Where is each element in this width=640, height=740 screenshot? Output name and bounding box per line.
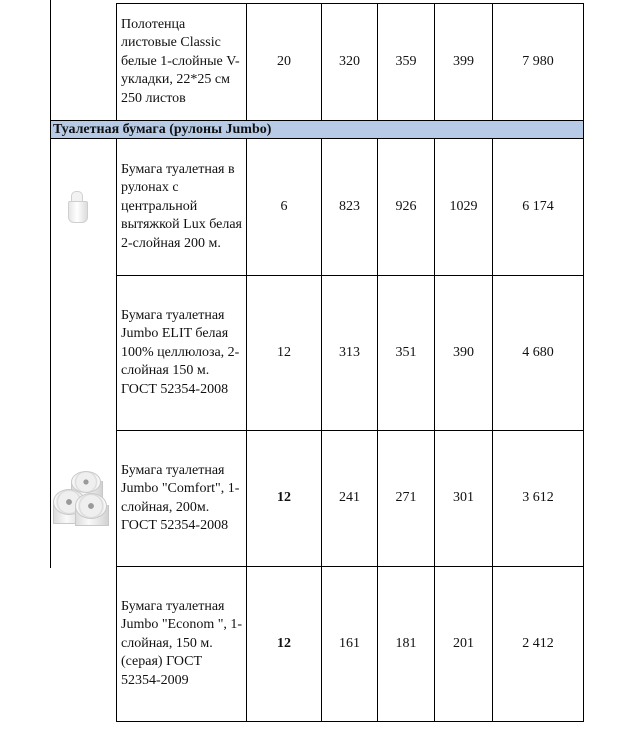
pack-quantity: 12 [247, 276, 322, 431]
paper-roll-icon [66, 191, 88, 223]
price-2: 271 [378, 431, 435, 567]
total-price: 4 680 [493, 276, 584, 431]
total-price: 7 980 [493, 4, 584, 121]
jumbo-rolls-icon [53, 471, 107, 527]
price-1: 161 [322, 567, 378, 722]
price-2: 181 [378, 567, 435, 722]
price-3: 301 [435, 431, 493, 567]
price-1: 241 [322, 431, 378, 567]
price-1: 823 [322, 139, 378, 276]
table-row [51, 567, 584, 722]
image-cell [51, 139, 117, 276]
table-row [51, 139, 584, 276]
price-2: 926 [378, 139, 435, 276]
price-3: 399 [435, 4, 493, 121]
image-cell [51, 4, 117, 121]
section-title: Туалетная бумага (рулоны Jumbo) [51, 121, 584, 139]
product-name: Бумага туалетная Jumbo "Comfort", 1-слойная, 200м. ГОСТ 52354-2008 [117, 431, 247, 567]
product-name: Бумага туалетная Jumbo "Econom ", 1-слойная, 150 м. (серая) ГОСТ 52354-2009 [117, 567, 247, 722]
product-name: Бумага туалетная в рулонах с центральной вытяжкой Lux белая 2-слойная 200 м. [117, 139, 247, 276]
pack-quantity: 6 [247, 139, 322, 276]
product-name: Бумага туалетная Jumbo ELIT белая 100% целлюлоза, 2-слойная 150 м. ГОСТ 52354-2008 [117, 276, 247, 431]
table-row [51, 276, 584, 431]
table-row [51, 4, 584, 121]
price-1: 313 [322, 276, 378, 431]
total-price: 3 612 [493, 431, 584, 567]
image-cell [51, 567, 117, 722]
price-3: 1029 [435, 139, 493, 276]
total-price: 6 174 [493, 139, 584, 276]
table-row [51, 431, 584, 567]
pack-quantity: 20 [247, 4, 322, 121]
price-3: 201 [435, 567, 493, 722]
section-header-row [51, 121, 584, 139]
product-name: Полотенца листовые Classic белые 1-слойные V-укладки, 22*25 см 250 листов [117, 4, 247, 121]
price-2: 359 [378, 4, 435, 121]
pack-quantity: 12 [247, 431, 322, 567]
image-cell [51, 431, 117, 567]
price-3: 390 [435, 276, 493, 431]
price-table [50, 3, 584, 722]
pack-quantity: 12 [247, 567, 322, 722]
total-price: 2 412 [493, 567, 584, 722]
price-2: 351 [378, 276, 435, 431]
image-cell [51, 276, 117, 431]
price-1: 320 [322, 4, 378, 121]
